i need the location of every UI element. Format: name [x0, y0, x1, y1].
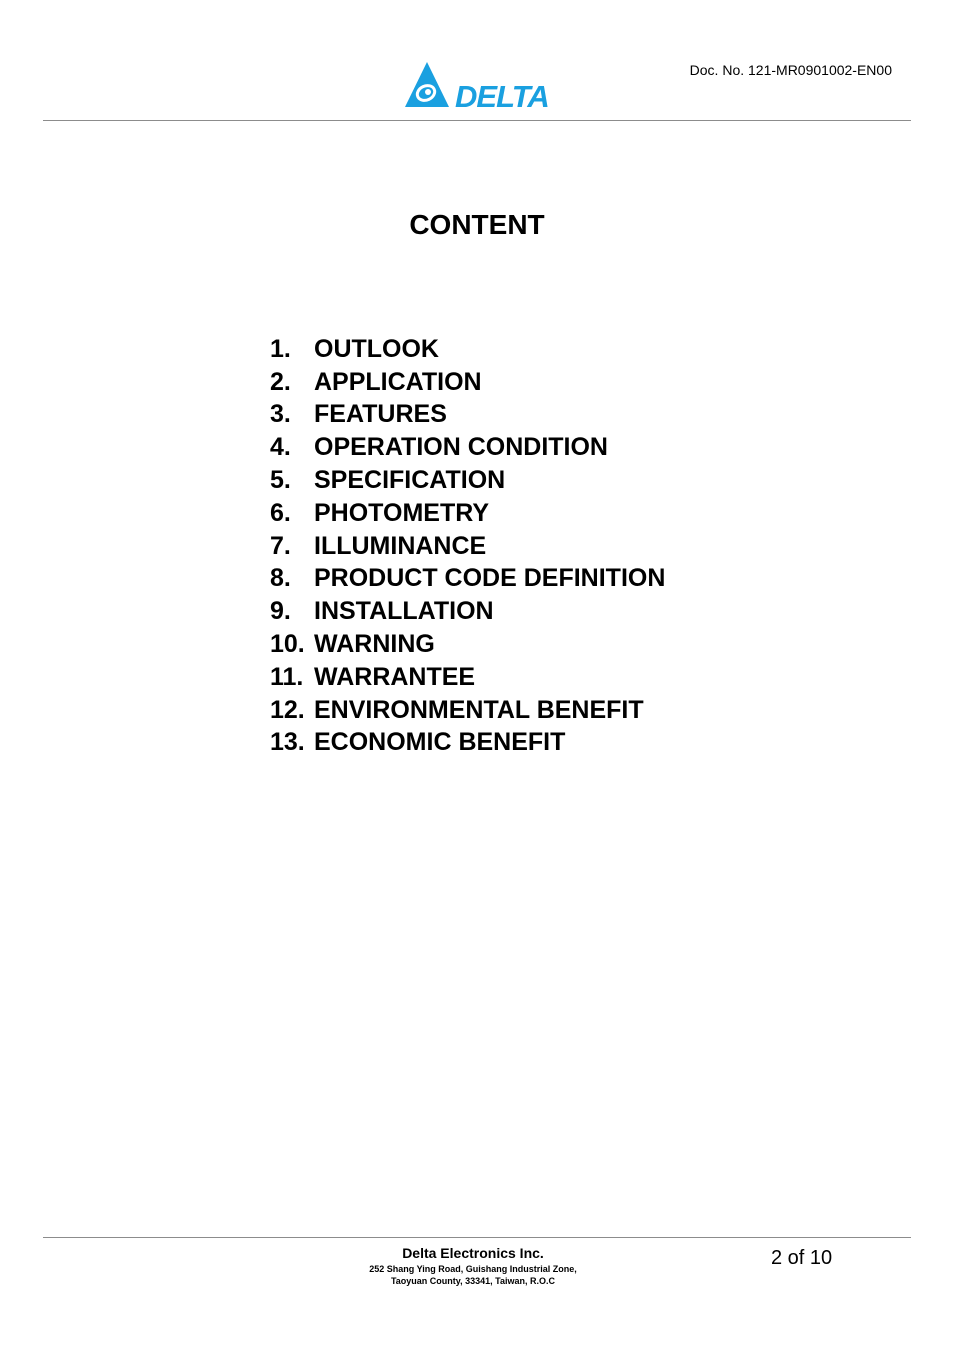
delta-logo-icon	[403, 60, 551, 110]
toc-label: FEATURES	[314, 400, 447, 429]
toc-number: 5.	[270, 466, 291, 495]
toc-number: 7.	[270, 531, 291, 560]
page-number: 2 of 10	[771, 1247, 833, 1269]
toc-item-specification	[270, 464, 665, 497]
table-of-contents	[270, 333, 665, 759]
toc-item-warrantee	[270, 661, 665, 694]
toc-label: OPERATION CONDITION	[314, 433, 608, 462]
header-divider	[43, 120, 911, 121]
toc-label: ILLUMINANCE	[314, 531, 487, 560]
page-title: CONTENT	[409, 209, 545, 240]
footer-address-line-1: 252 Shang Ying Road, Guishang Industrial Zone,	[369, 1264, 577, 1274]
footer-divider	[43, 1237, 911, 1238]
toc-label: ECONOMIC BENEFIT	[314, 728, 566, 757]
document-number: Doc. No. 121-MR0901002-EN00	[689, 62, 892, 78]
toc-number: 4.	[270, 433, 291, 462]
toc-item-application	[270, 366, 665, 399]
toc-item-illuminance	[270, 530, 665, 563]
toc-item-product-code-definition	[270, 563, 665, 596]
toc-item-photometry	[270, 497, 665, 530]
toc-number: 11.	[270, 662, 304, 691]
toc-label: INSTALLATION	[314, 597, 494, 626]
toc-number: 6.	[270, 498, 291, 527]
toc-number: 1.	[270, 334, 291, 363]
toc-label: WARRANTEE	[314, 662, 476, 691]
toc-item-outlook	[270, 333, 665, 366]
footer-company-name: Delta Electronics Inc.	[402, 1245, 544, 1261]
toc-label: SPECIFICATION	[314, 466, 506, 495]
toc-label: APPLICATION	[314, 367, 482, 396]
toc-item-economic-benefit	[270, 727, 665, 760]
toc-item-environmental-benefit	[270, 694, 665, 727]
toc-item-warning	[270, 628, 665, 661]
toc-number: 10.	[270, 630, 305, 659]
toc-number: 13.	[270, 728, 305, 757]
toc-label: PHOTOMETRY	[314, 498, 490, 527]
footer-address-line-2: Taoyuan County, 33341, Taiwan, R.O.C	[390, 1276, 556, 1286]
toc-item-operation-condition	[270, 431, 665, 464]
toc-number: 8.	[270, 564, 291, 593]
toc-number: 12.	[270, 695, 305, 724]
logo-wordmark: DELTA	[455, 79, 549, 110]
toc-label: WARNING	[314, 630, 435, 659]
toc-item-features	[270, 399, 665, 432]
toc-number: 9.	[270, 597, 291, 626]
toc-item-installation	[270, 595, 665, 628]
toc-label: PRODUCT CODE DEFINITION	[314, 564, 666, 593]
delta-logo	[403, 60, 551, 110]
toc-label: OUTLOOK	[314, 334, 439, 363]
toc-label: ENVIRONMENTAL BENEFIT	[314, 695, 644, 724]
toc-number: 3.	[270, 400, 291, 429]
toc-number: 2.	[270, 367, 291, 396]
